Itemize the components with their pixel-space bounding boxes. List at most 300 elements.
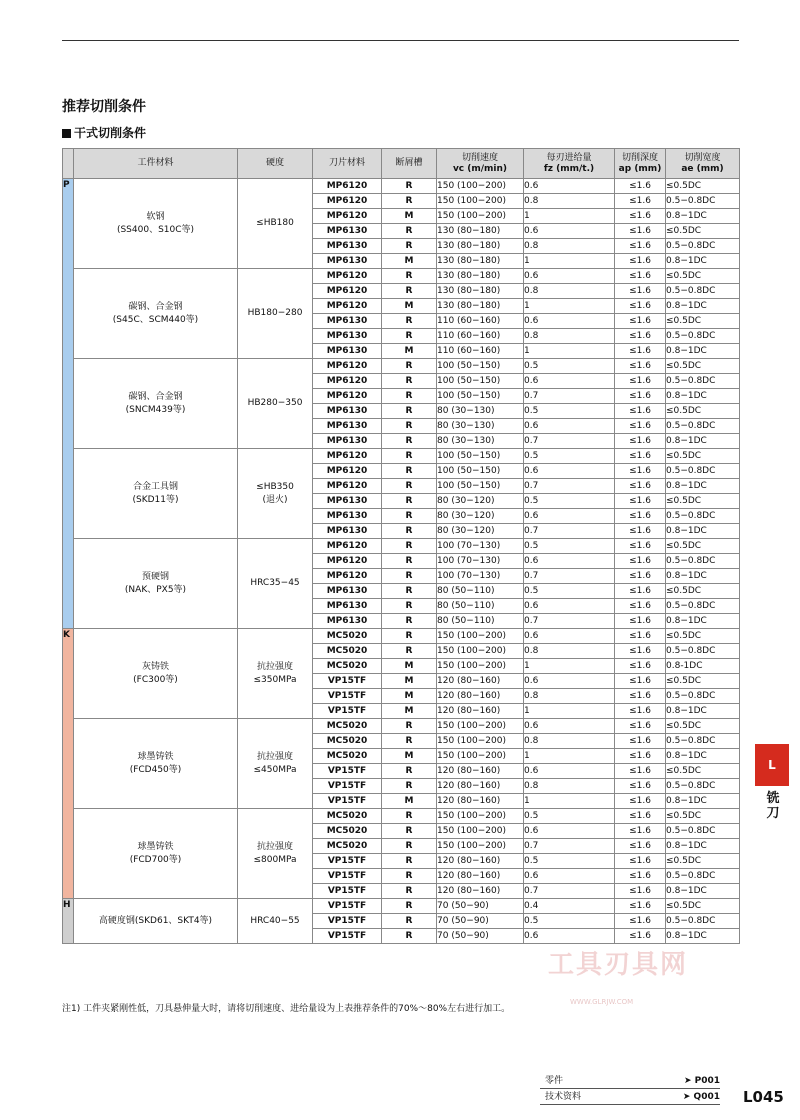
feed-cell: 1 <box>524 209 615 224</box>
insert-grade-cell: VP15TF <box>313 704 382 719</box>
insert-grade-cell: VP15TF <box>313 854 382 869</box>
work-material-line: (S45C、SCM440等) <box>112 314 199 325</box>
depth-cell: ≤1.6 <box>615 314 666 329</box>
depth-cell: ≤1.6 <box>615 374 666 389</box>
width-cell: 0.8−1DC <box>666 344 740 359</box>
feed-cell: 0.6 <box>524 824 615 839</box>
width-cell: 0.5−0.8DC <box>666 329 740 344</box>
cutting-speed-cell: 120 (80−160) <box>437 854 524 869</box>
depth-cell: ≤1.6 <box>615 674 666 689</box>
insert-grade-cell: MC5020 <box>313 719 382 734</box>
feed-cell: 0.5 <box>524 404 615 419</box>
cutting-speed-cell: 120 (80−160) <box>437 869 524 884</box>
breaker-cell: R <box>382 614 437 629</box>
cutting-speed-cell: 130 (80−180) <box>437 269 524 284</box>
ref-link-tech[interactable] <box>540 1090 720 1105</box>
depth-cell: ≤1.6 <box>615 329 666 344</box>
depth-cell: ≤1.6 <box>615 929 666 944</box>
breaker-cell: R <box>382 284 437 299</box>
insert-grade-cell: MP6120 <box>313 449 382 464</box>
page-number: L045 <box>743 1088 784 1106</box>
breaker-cell: R <box>382 494 437 509</box>
breaker-cell: M <box>382 689 437 704</box>
feed-cell: 0.8 <box>524 194 615 209</box>
hardness-cell <box>238 449 313 539</box>
table-row <box>63 899 740 914</box>
breaker-cell: R <box>382 929 437 944</box>
feed-cell: 0.6 <box>524 179 615 194</box>
feed-cell: 0.7 <box>524 569 615 584</box>
width-cell: ≤0.5DC <box>666 764 740 779</box>
hardness-line: (退火) <box>262 494 288 505</box>
breaker-cell: M <box>382 659 437 674</box>
depth-cell: ≤1.6 <box>615 209 666 224</box>
work-material-line: (SKD11等) <box>132 494 179 505</box>
side-tab-label: 铣刀 <box>766 791 780 821</box>
header-ap-unit: ap (mm) <box>618 163 662 174</box>
cutting-speed-cell: 130 (80−180) <box>437 239 524 254</box>
cutting-speed-cell: 100 (50−150) <box>437 374 524 389</box>
feed-cell: 0.7 <box>524 839 615 854</box>
depth-cell: ≤1.6 <box>615 479 666 494</box>
breaker-cell: R <box>382 359 437 374</box>
depth-cell: ≤1.6 <box>615 554 666 569</box>
cutting-speed-cell: 150 (100−200) <box>437 659 524 674</box>
ref-key: 技术资料 <box>545 1092 582 1102</box>
work-material-line: (FC300等) <box>133 674 178 685</box>
depth-cell: ≤1.6 <box>615 704 666 719</box>
feed-cell: 0.6 <box>524 419 615 434</box>
width-cell: 0.5−0.8DC <box>666 869 740 884</box>
work-material-line: 球墨铸铁 <box>137 841 174 852</box>
cutting-speed-cell: 100 (50−150) <box>437 464 524 479</box>
feed-cell: 1 <box>524 704 615 719</box>
width-cell: 0.8−1DC <box>666 389 740 404</box>
width-cell: ≤0.5DC <box>666 404 740 419</box>
breaker-cell: R <box>382 389 437 404</box>
table-row <box>63 629 740 644</box>
work-material-cell <box>74 719 238 809</box>
breaker-cell: R <box>382 569 437 584</box>
work-material-line: 高硬度钢(SKD61、SKT4等) <box>98 915 213 926</box>
breaker-cell: R <box>382 869 437 884</box>
width-cell: 0.8−1DC <box>666 209 740 224</box>
width-cell: ≤0.5DC <box>666 314 740 329</box>
insert-grade-cell: VP15TF <box>313 689 382 704</box>
header-ae <box>666 149 740 179</box>
cutting-speed-cell: 150 (100−200) <box>437 824 524 839</box>
hardness-line: HRC40−55 <box>250 915 300 926</box>
hardness-line: HB180−280 <box>247 308 303 318</box>
breaker-cell: M <box>382 749 437 764</box>
cutting-speed-cell: 120 (80−160) <box>437 704 524 719</box>
cutting-speed-cell: 120 (80−160) <box>437 884 524 899</box>
cutting-speed-cell: 100 (70−130) <box>437 539 524 554</box>
cutting-speed-cell: 150 (100−200) <box>437 749 524 764</box>
feed-cell: 0.5 <box>524 584 615 599</box>
table-row <box>63 269 740 284</box>
depth-cell: ≤1.6 <box>615 764 666 779</box>
work-material-cell <box>74 449 238 539</box>
feed-cell: 0.8 <box>524 284 615 299</box>
hardness-line: 抗拉强度 <box>256 841 293 852</box>
feed-cell: 0.8 <box>524 689 615 704</box>
work-material-line: 软钢 <box>146 211 165 222</box>
width-cell: 0.5−0.8DC <box>666 734 740 749</box>
breaker-cell: R <box>382 314 437 329</box>
width-cell: 0.8−1DC <box>666 929 740 944</box>
cutting-speed-cell: 80 (30−120) <box>437 524 524 539</box>
insert-grade-cell: MP6120 <box>313 464 382 479</box>
hardness-cell <box>238 899 313 944</box>
breaker-cell: M <box>382 209 437 224</box>
cutting-speed-cell: 150 (100−200) <box>437 209 524 224</box>
insert-grade-cell: MP6120 <box>313 299 382 314</box>
breaker-cell: R <box>382 779 437 794</box>
section-title-text: 干式切削条件 <box>74 126 147 140</box>
table-row <box>63 539 740 554</box>
width-cell: 0.5−0.8DC <box>666 599 740 614</box>
insert-grade-cell: MP6130 <box>313 419 382 434</box>
feed-cell: 0.6 <box>524 869 615 884</box>
depth-cell: ≤1.6 <box>615 239 666 254</box>
cutting-speed-cell: 70 (50−90) <box>437 914 524 929</box>
cutting-speed-cell: 150 (100−200) <box>437 644 524 659</box>
width-cell: 0.8−1DC <box>666 569 740 584</box>
watermark-logo: 工具刃具网 <box>548 950 689 980</box>
work-material-line: 灰铸铁 <box>141 661 169 672</box>
insert-grade-cell: VP15TF <box>313 794 382 809</box>
feed-cell: 0.7 <box>524 434 615 449</box>
cutting-speed-cell: 80 (50−110) <box>437 614 524 629</box>
hardness-line: HB280−350 <box>247 398 303 408</box>
width-cell: ≤0.5DC <box>666 584 740 599</box>
cutting-speed-cell: 70 (50−90) <box>437 899 524 914</box>
hardness-line: ≤800MPa <box>253 854 297 865</box>
header-fz <box>524 149 615 179</box>
breaker-cell: R <box>382 809 437 824</box>
feed-cell: 0.6 <box>524 929 615 944</box>
side-tab-letter[interactable]: L <box>755 744 789 786</box>
feed-cell: 0.6 <box>524 629 615 644</box>
cutting-speed-cell: 130 (80−180) <box>437 254 524 269</box>
footnote: 注1) 工件夹紧刚性低，刀具悬伸量大时，请将切削速度、进给量设为上表推荐条件的70%～80%左右进行加工。 <box>62 1004 511 1014</box>
insert-grade-cell: MP6120 <box>313 179 382 194</box>
cutting-speed-cell: 120 (80−160) <box>437 794 524 809</box>
width-cell: ≤0.5DC <box>666 224 740 239</box>
depth-cell: ≤1.6 <box>615 404 666 419</box>
work-material-cell <box>74 179 238 269</box>
work-material-cell <box>74 539 238 629</box>
depth-cell: ≤1.6 <box>615 344 666 359</box>
breaker-cell: R <box>382 269 437 284</box>
cutting-speed-cell: 110 (60−160) <box>437 314 524 329</box>
header-vc-unit: vc (m/min) <box>452 163 508 174</box>
hardness-line: ≤350MPa <box>253 674 297 685</box>
breaker-cell: R <box>382 374 437 389</box>
depth-cell: ≤1.6 <box>615 299 666 314</box>
depth-cell: ≤1.6 <box>615 599 666 614</box>
breaker-cell: M <box>382 254 437 269</box>
insert-grade-cell: MP6130 <box>313 434 382 449</box>
work-material-line: (NAK、PX5等) <box>124 584 187 595</box>
depth-cell: ≤1.6 <box>615 254 666 269</box>
breaker-cell: R <box>382 764 437 779</box>
header-hardness: 硬度 <box>238 149 313 179</box>
width-cell: 0.5−0.8DC <box>666 914 740 929</box>
feed-cell: 1 <box>524 749 615 764</box>
cutting-conditions-table <box>62 148 740 944</box>
depth-cell: ≤1.6 <box>615 269 666 284</box>
width-cell: 0.8−1DC <box>666 299 740 314</box>
breaker-cell: M <box>382 299 437 314</box>
breaker-cell: R <box>382 599 437 614</box>
insert-grade-cell: VP15TF <box>313 884 382 899</box>
width-cell: ≤0.5DC <box>666 719 740 734</box>
depth-cell: ≤1.6 <box>615 809 666 824</box>
feed-cell: 0.6 <box>524 554 615 569</box>
work-material-cell <box>74 809 238 899</box>
depth-cell: ≤1.6 <box>615 584 666 599</box>
depth-cell: ≤1.6 <box>615 419 666 434</box>
hardness-cell <box>238 539 313 629</box>
feed-cell: 0.6 <box>524 464 615 479</box>
cutting-speed-cell: 100 (50−150) <box>437 359 524 374</box>
hardness-cell <box>238 269 313 359</box>
feed-cell: 0.5 <box>524 854 615 869</box>
breaker-cell: R <box>382 404 437 419</box>
width-cell: 0.8−1DC <box>666 794 740 809</box>
width-cell: 0.5−0.8DC <box>666 644 740 659</box>
top-rule <box>62 40 739 41</box>
breaker-cell: R <box>382 194 437 209</box>
hardness-cell <box>238 629 313 719</box>
width-cell: ≤0.5DC <box>666 539 740 554</box>
width-cell: 0.8−1DC <box>666 749 740 764</box>
cutting-speed-cell: 80 (30−130) <box>437 434 524 449</box>
breaker-cell: R <box>382 329 437 344</box>
work-material-cell <box>74 359 238 449</box>
feed-cell: 1 <box>524 794 615 809</box>
work-material-line: 球墨铸铁 <box>137 751 174 762</box>
width-cell: ≤0.5DC <box>666 899 740 914</box>
insert-grade-cell: MP6120 <box>313 284 382 299</box>
width-cell: ≤0.5DC <box>666 179 740 194</box>
feed-cell: 0.7 <box>524 614 615 629</box>
table-row <box>63 809 740 824</box>
hardness-line: ≤HB350 <box>256 481 294 492</box>
table-body <box>63 179 740 944</box>
feed-cell: 0.6 <box>524 719 615 734</box>
hardness-line: 抗拉强度 <box>256 661 293 672</box>
depth-cell: ≤1.6 <box>615 284 666 299</box>
cutting-speed-cell: 130 (80−180) <box>437 224 524 239</box>
breaker-cell: M <box>382 704 437 719</box>
feed-cell: 0.5 <box>524 449 615 464</box>
width-cell: 0.5−0.8DC <box>666 689 740 704</box>
insert-grade-cell: MP6120 <box>313 269 382 284</box>
depth-cell: ≤1.6 <box>615 524 666 539</box>
work-material-line: (SNCM439等) <box>125 404 186 415</box>
insert-grade-cell: MC5020 <box>313 824 382 839</box>
width-cell: ≤0.5DC <box>666 359 740 374</box>
ref-link-parts[interactable] <box>540 1074 720 1089</box>
insert-grade-cell: MP6130 <box>313 584 382 599</box>
width-cell: 0.8−1DC <box>666 884 740 899</box>
insert-grade-cell: VP15TF <box>313 914 382 929</box>
depth-cell: ≤1.6 <box>615 179 666 194</box>
breaker-cell: R <box>382 479 437 494</box>
breaker-cell: R <box>382 644 437 659</box>
work-material-line: 预硬钢 <box>141 571 169 582</box>
hardness-line: ≤450MPa <box>253 764 297 775</box>
insert-grade-cell: MP6120 <box>313 359 382 374</box>
breaker-cell: M <box>382 794 437 809</box>
breaker-cell: R <box>382 554 437 569</box>
cutting-speed-cell: 110 (60−160) <box>437 344 524 359</box>
hardness-cell <box>238 719 313 809</box>
width-cell: 0.8−1DC <box>666 524 740 539</box>
insert-grade-cell: VP15TF <box>313 764 382 779</box>
header-vc <box>437 149 524 179</box>
breaker-cell: R <box>382 899 437 914</box>
cutting-speed-cell: 110 (60−160) <box>437 329 524 344</box>
cutting-speed-cell: 80 (30−130) <box>437 404 524 419</box>
cutting-speed-cell: 150 (100−200) <box>437 719 524 734</box>
cutting-speed-cell: 80 (30−120) <box>437 494 524 509</box>
cutting-speed-cell: 150 (100−200) <box>437 839 524 854</box>
depth-cell: ≤1.6 <box>615 899 666 914</box>
table-row <box>63 179 740 194</box>
cutting-speed-cell: 80 (30−130) <box>437 419 524 434</box>
feed-cell: 0.7 <box>524 524 615 539</box>
cutting-speed-cell: 100 (50−150) <box>437 449 524 464</box>
cutting-speed-cell: 150 (100−200) <box>437 809 524 824</box>
cutting-speed-cell: 120 (80−160) <box>437 674 524 689</box>
insert-grade-cell: MP6130 <box>313 344 382 359</box>
width-cell: ≤0.5DC <box>666 674 740 689</box>
width-cell: 0.5−0.8DC <box>666 824 740 839</box>
breaker-cell: R <box>382 509 437 524</box>
depth-cell: ≤1.6 <box>615 734 666 749</box>
depth-cell: ≤1.6 <box>615 824 666 839</box>
insert-grade-cell: MP6120 <box>313 374 382 389</box>
material-group-cell: K <box>63 629 74 899</box>
width-cell: ≤0.5DC <box>666 809 740 824</box>
feed-cell: 0.6 <box>524 224 615 239</box>
width-cell: 0.5−0.8DC <box>666 554 740 569</box>
breaker-cell: R <box>382 179 437 194</box>
breaker-cell: R <box>382 884 437 899</box>
depth-cell: ≤1.6 <box>615 389 666 404</box>
cutting-speed-cell: 80 (50−110) <box>437 599 524 614</box>
depth-cell: ≤1.6 <box>615 779 666 794</box>
insert-grade-cell: MP6130 <box>313 314 382 329</box>
hardness-line: HRC35−45 <box>250 578 300 588</box>
cutting-speed-cell: 100 (50−150) <box>437 479 524 494</box>
depth-cell: ≤1.6 <box>615 224 666 239</box>
depth-cell: ≤1.6 <box>615 539 666 554</box>
insert-grade-cell: MP6120 <box>313 539 382 554</box>
width-cell: 0.5−0.8DC <box>666 464 740 479</box>
depth-cell: ≤1.6 <box>615 869 666 884</box>
width-cell: 0.5−0.8DC <box>666 284 740 299</box>
work-material-cell <box>74 269 238 359</box>
cutting-speed-cell: 150 (100−200) <box>437 629 524 644</box>
insert-grade-cell: MP6130 <box>313 599 382 614</box>
table-row <box>63 719 740 734</box>
depth-cell: ≤1.6 <box>615 914 666 929</box>
breaker-cell: R <box>382 449 437 464</box>
feed-cell: 0.6 <box>524 314 615 329</box>
header-material: 工件材料 <box>74 149 238 179</box>
feed-cell: 0.6 <box>524 599 615 614</box>
breaker-cell: R <box>382 629 437 644</box>
cutting-speed-cell: 80 (30−120) <box>437 509 524 524</box>
breaker-cell: R <box>382 719 437 734</box>
cutting-speed-cell: 150 (100−200) <box>437 179 524 194</box>
breaker-cell: R <box>382 914 437 929</box>
insert-grade-cell: MP6130 <box>313 494 382 509</box>
work-material-line: (FCD450等) <box>129 764 182 775</box>
width-cell: 0.8−1DC <box>666 479 740 494</box>
hardness-line: ≤HB180 <box>256 218 294 228</box>
feed-cell: 0.7 <box>524 389 615 404</box>
feed-cell: 0.5 <box>524 539 615 554</box>
work-material-line: (SS400、S10C等) <box>116 224 195 235</box>
work-material-line: 碳钢、合金钢 <box>128 391 183 402</box>
breaker-cell: R <box>382 824 437 839</box>
cutting-speed-cell: 80 (50−110) <box>437 584 524 599</box>
width-cell: ≤0.5DC <box>666 269 740 284</box>
header-fz-label: 每刃进给量 <box>546 152 592 163</box>
table-row <box>63 449 740 464</box>
breaker-cell: R <box>382 419 437 434</box>
hardness-cell <box>238 359 313 449</box>
breaker-cell: R <box>382 224 437 239</box>
cutting-speed-cell: 150 (100−200) <box>437 194 524 209</box>
cutting-speed-cell: 120 (80−160) <box>437 764 524 779</box>
header-ap <box>615 149 666 179</box>
depth-cell: ≤1.6 <box>615 434 666 449</box>
breaker-cell: M <box>382 674 437 689</box>
breaker-cell: R <box>382 584 437 599</box>
depth-cell: ≤1.6 <box>615 629 666 644</box>
insert-grade-cell: MC5020 <box>313 809 382 824</box>
insert-grade-cell: VP15TF <box>313 929 382 944</box>
feed-cell: 0.7 <box>524 884 615 899</box>
feed-cell: 1 <box>524 299 615 314</box>
cutting-speed-cell: 130 (80−180) <box>437 299 524 314</box>
square-bullet-icon <box>62 129 71 138</box>
depth-cell: ≤1.6 <box>615 614 666 629</box>
depth-cell: ≤1.6 <box>615 509 666 524</box>
insert-grade-cell: MP6120 <box>313 479 382 494</box>
feed-cell: 0.8 <box>524 644 615 659</box>
width-cell: 0.5−0.8DC <box>666 779 740 794</box>
insert-grade-cell: MP6130 <box>313 614 382 629</box>
section-title <box>62 124 146 141</box>
width-cell: 0.8−1DC <box>666 704 740 719</box>
insert-grade-cell: MC5020 <box>313 734 382 749</box>
width-cell: 0.8-1DC <box>666 659 740 674</box>
feed-cell: 0.6 <box>524 374 615 389</box>
depth-cell: ≤1.6 <box>615 719 666 734</box>
hardness-cell <box>238 179 313 269</box>
depth-cell: ≤1.6 <box>615 659 666 674</box>
watermark-url: WWW.GLRJW.COM <box>570 998 634 1006</box>
work-material-line: 合金工具钢 <box>132 481 178 492</box>
